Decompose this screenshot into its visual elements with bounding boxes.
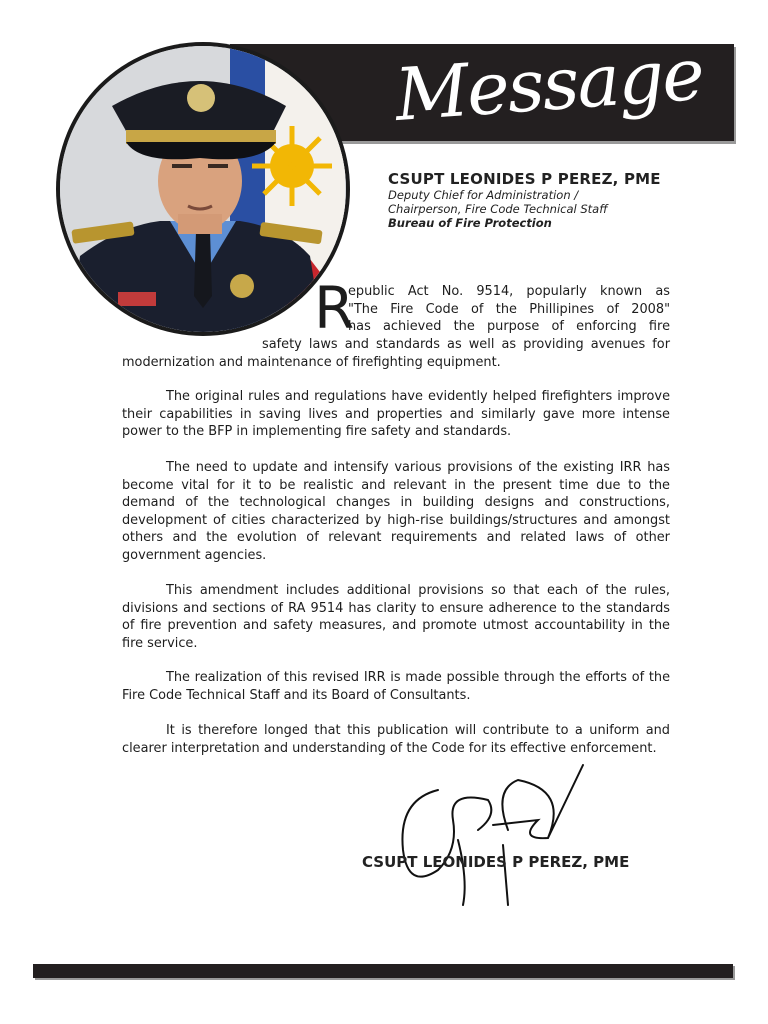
paragraph-1-line-2: "The Fire Code of the Phillipines of 2008" [348, 301, 670, 317]
author-block [388, 170, 661, 230]
author-portrait [60, 46, 346, 332]
paragraph-4: This amendment includes additional provisions so that each of the rules, divisions and sections of RA 9514 has clarity to ensure adherence to the standards of fire prevention and safety measures, and promote utmost accountability in the fire service. [122, 583, 670, 651]
page-title: Message [392, 31, 706, 137]
drop-cap: R [314, 274, 355, 342]
author-organization: Bureau of Fire Protection [388, 216, 552, 230]
paragraph-1-head [348, 283, 670, 336]
necktie [194, 231, 212, 308]
author-position-line2: Chairperson, Fire Code Technical Staff [388, 202, 608, 216]
closing-signatory-name: CSUPT LEONIDES P PEREZ, PME [362, 853, 630, 871]
paragraph-6: It is therefore longed that this publication will contribute to a uniform and clearer interpretation and understanding of the Code for its effective enforcement. [122, 723, 670, 756]
portrait-illustration [60, 46, 346, 332]
paragraph-1-line-3: has achieved the purpose of enforcing fire [348, 319, 670, 335]
author-position-line1: Deputy Chief for Administration / [388, 188, 579, 202]
paragraph-5: The realization of this revised IRR is made possible through the efforts of the Fire Code Technical Staff and its Board of Consultants. [122, 670, 670, 703]
paragraph-1-line-1: epublic Act No. 9514, popularly known as [348, 284, 670, 299]
cap-band [126, 130, 276, 144]
paragraph-3: The need to update and intensify various provisions of the existing IRR has become vital for it to be realistic and relevant in the present time due to the demand of the technological changes in building designs and constructions, development of cities characterized by high-rise buildings/structures and amongst others and the evolution of relevant requirements and related laws of other government agencies. [122, 460, 670, 563]
footer-bar [33, 964, 733, 978]
cap-insignia [187, 84, 215, 112]
paragraph-1-rest: safety laws and standards as well as providing avenues for modernization and maintenance of firefighting equipment. [122, 337, 670, 370]
ribbon-bar [118, 292, 156, 306]
badge [230, 274, 254, 298]
author-name: CSUPT LEONIDES P PEREZ, PME [388, 170, 661, 188]
handwritten-signature [398, 760, 598, 910]
paragraph-2: The original rules and regulations have evidently helped firefighters improve their capabilities in saving lives and properties and similarly gave more intense power to the BFP in implementing fire safety and standards. [122, 389, 670, 440]
